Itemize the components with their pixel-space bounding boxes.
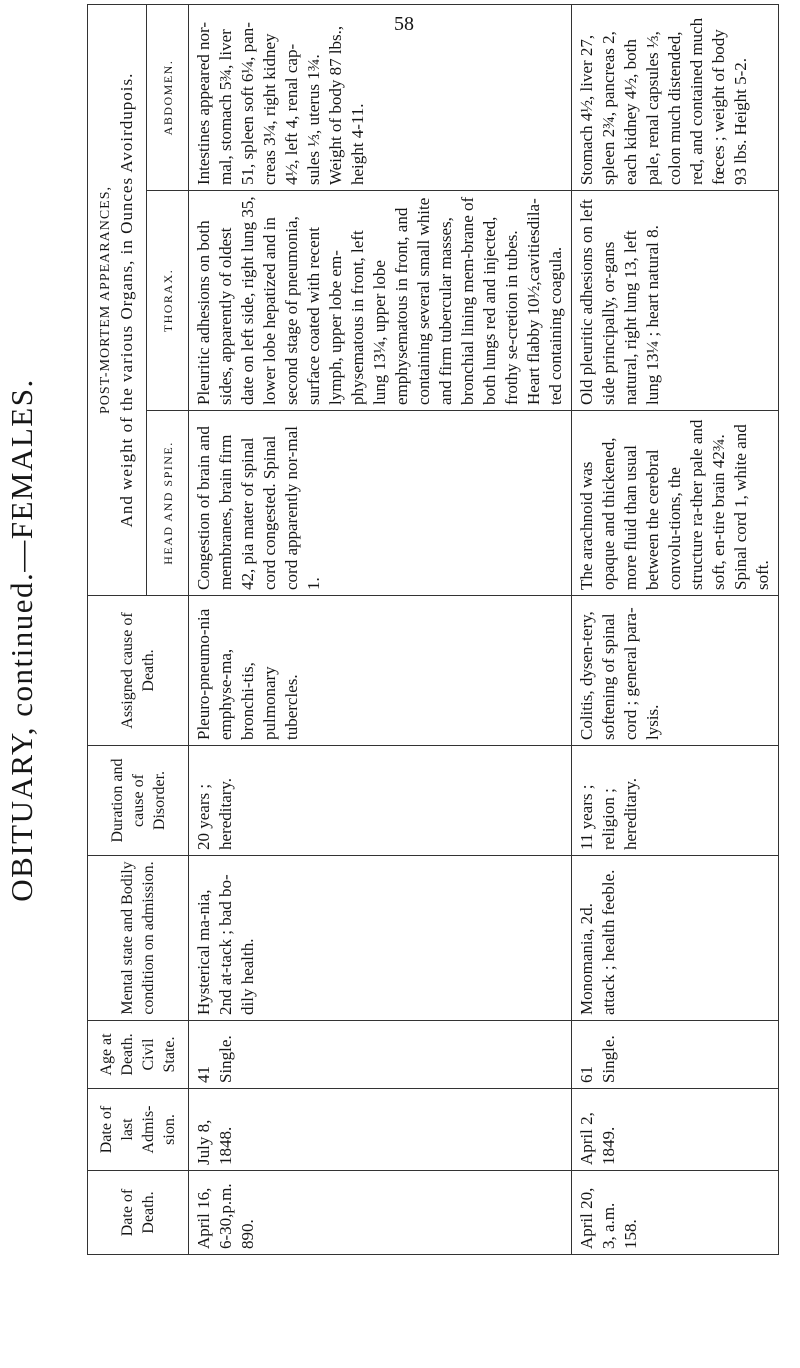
header-date-of-death: Date of Death. bbox=[88, 1171, 189, 1255]
header-duration: Duration and cause of Disorder. bbox=[88, 746, 189, 856]
header-head-spine: HEAD AND SPINE. bbox=[147, 411, 189, 596]
cell-mental-state: Hysterical ma-nia, 2nd at-tack ; bad bo-dily health. bbox=[189, 856, 572, 1021]
cell-thorax: Old pleuritic adhesions on left side principally, or-gans natural, right lung 13, left lung 13¼ ; heart natural 8. bbox=[572, 191, 779, 411]
cell-date-of-death: April 16, 6-30,p.m. 890. bbox=[189, 1171, 572, 1255]
cell-duration: 20 years ; hereditary. bbox=[189, 746, 572, 856]
cell-date-of-admission: April 2, 1849. bbox=[572, 1089, 779, 1171]
post-mortem-subtitle: And weight of the various Organs, in Ounces Avoirdupois. bbox=[117, 72, 137, 528]
header-row bbox=[88, 5, 147, 1255]
page-title: OBITUARY, continued.—FEMALES. bbox=[4, 378, 39, 902]
cell-duration: 11 years ; religion ; hereditary. bbox=[572, 746, 779, 856]
cell-assigned-cause: Colitis, dysen-tery, softening of spinal cord ; general para-lysis. bbox=[572, 596, 779, 746]
table-row bbox=[572, 5, 779, 1255]
cell-abdomen: Stomach 4½, liver 27, spleen 2¾, pancreas 2, each kidney 4½, both pale, renal capsules ⅓, colon much distended, red, and contained much fœces ; weight of body 93 lbs. Height 5-2. bbox=[572, 5, 779, 191]
header-age-civil-state: Age at Death. Civil State. bbox=[88, 1021, 189, 1089]
header-thorax: THORAX. bbox=[147, 191, 189, 411]
cell-age-civil-state: 41 Single. bbox=[189, 1021, 572, 1089]
cell-mental-state: Monomania, 2d. attack ; health feeble. bbox=[572, 856, 779, 1021]
cell-head-spine: The arachnoid was opaque and thickened, more fluid than usual between the cerebral convolu-tions, the structure ra-ther pale and soft, en-tire brain 42¾. Spinal cord 1, white and soft. bbox=[572, 411, 779, 596]
header-post-mortem bbox=[88, 5, 147, 596]
header-mental-state: Mental state and Bodily condition on admission. bbox=[88, 856, 189, 1021]
header-abdomen: ABDOMEN. bbox=[147, 5, 189, 191]
cell-age-civil-state: 61 Single. bbox=[572, 1021, 779, 1089]
cell-date-of-admission: July 8, 1848. bbox=[189, 1089, 572, 1171]
cell-abdomen: Intestines appeared nor-mal, stomach 5¾, liver 51, spleen soft 6¼, pan-creas 3¼, right kidney 4½, left 4, renal cap-sules ⅓, uterus 1¾. Weight of body 87 lbs., height 4-11. bbox=[189, 5, 572, 191]
cell-thorax: Pleuritic adhesions on both sides, apparently of oldest date on left side, right lung 35, lower lobe hepatized and in second stage of pneumonia, surface coated with recent lymph, upper lobe em-physematous in front, left lung 13¼, upper lobe emphysematous in front, and containing several small white and firm tubercular masses, bronchial lining mem-brane of both lungs red and injected, frothy se-cretion in tubes. Heart flabby 10½,cavitiesdila-ted containing coagula. bbox=[189, 191, 572, 411]
obituary-table-rotated bbox=[87, 5, 787, 1255]
obituary-table bbox=[87, 4, 779, 1255]
cell-head-spine: Congestion of brain and membranes, brain firm 42, pia mater of spinal cord congested. Spinal cord apparently nor-mal 1. bbox=[189, 411, 572, 596]
table-row bbox=[189, 5, 572, 1255]
cell-date-of-death: April 20, 3, a.m. 158. bbox=[572, 1171, 779, 1255]
post-mortem-title: POST-MORTEM APPEARANCES, bbox=[98, 185, 114, 415]
cell-assigned-cause: Pleuro-pneumo-nia emphyse-ma, bronchi-tis, pulmonary tubercles. bbox=[189, 596, 572, 746]
page-number: 58 bbox=[394, 13, 414, 35]
header-date-of-admission: Date of last Admis-sion. bbox=[88, 1089, 189, 1171]
header-assigned-cause: Assigned cause of Death. bbox=[88, 596, 189, 746]
